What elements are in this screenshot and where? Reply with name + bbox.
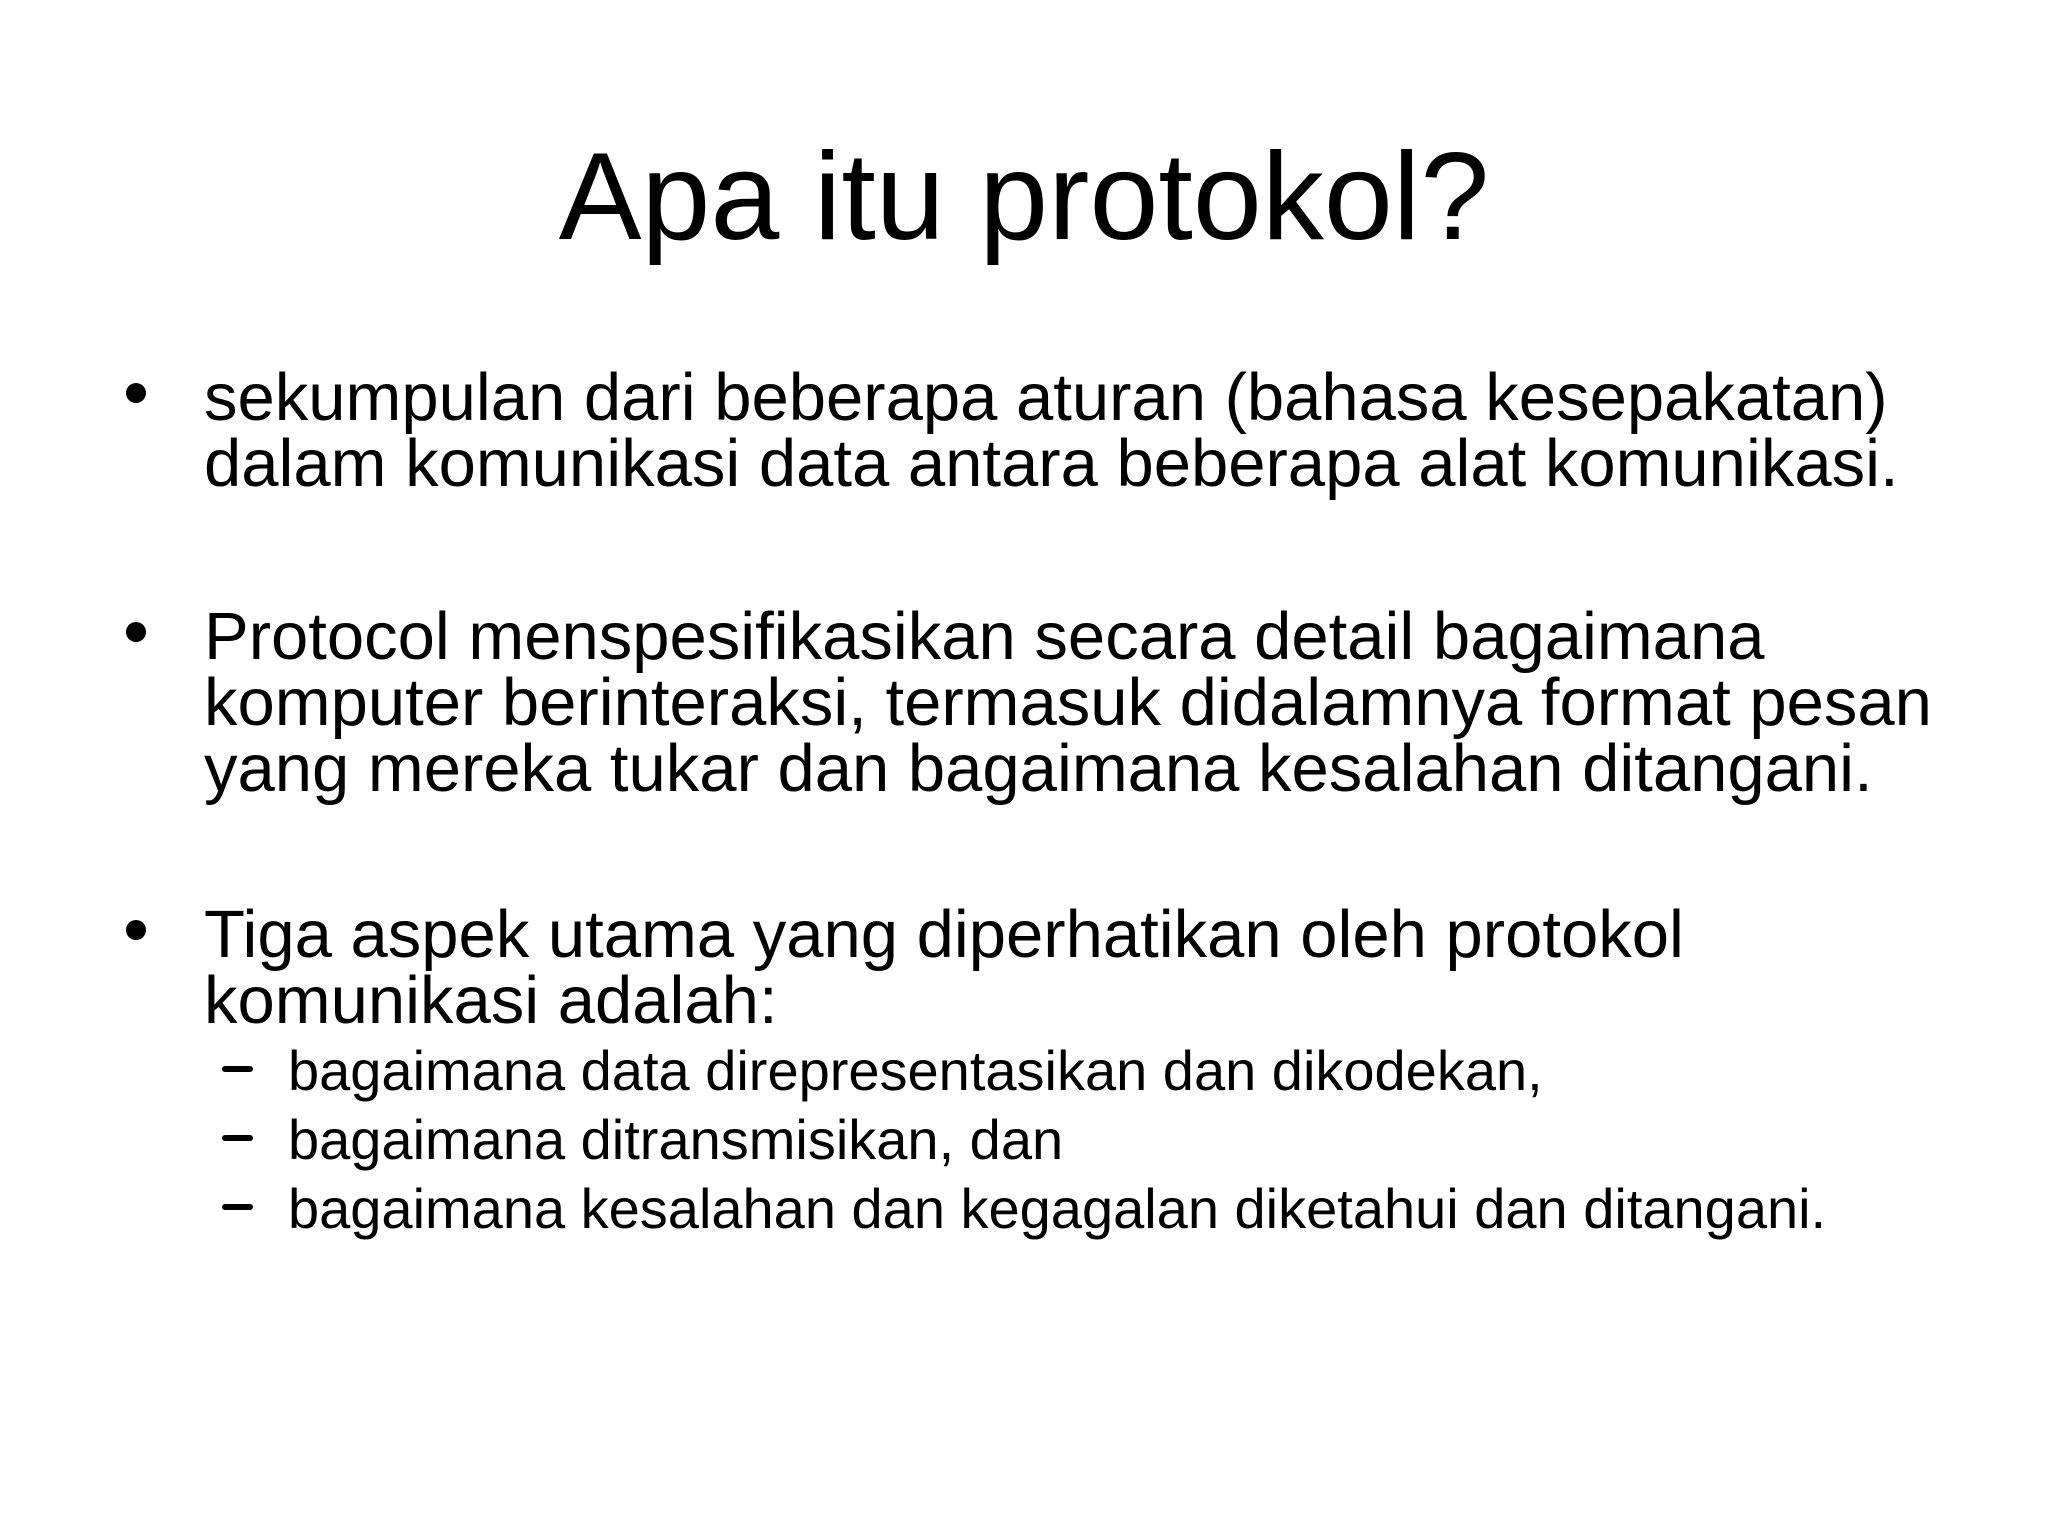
bullet-item-3: [204, 897, 1994, 1250]
sub-dash-icon: [222, 1204, 253, 1210]
bullet-3-line-2: komunikasi adalah:: [204, 963, 778, 1038]
bullet-item-2: [204, 599, 1994, 806]
sub-dash-icon: [222, 1066, 253, 1072]
sub-bullet-item-3: [288, 1177, 1994, 1240]
bullet-2-line-1: Protocol menspesifikasikan secara detail bagaimana: [204, 599, 1765, 674]
bullet-1-line-2: dalam komunikasi data antara beberapa alat komunikasi.: [204, 426, 1899, 501]
sub-bullet-3-text: bagaimana kesalahan dan kegagalan diketahui dan ditangani.: [288, 1177, 1827, 1240]
sub-bullet-2-text: bagaimana ditransmisikan, dan: [288, 1108, 1064, 1171]
bullet-item-1: [204, 360, 1994, 501]
bullet-disc-icon: [126, 383, 146, 403]
sub-dash-icon: [222, 1135, 253, 1141]
sub-bullet-item-1: [288, 1039, 1994, 1102]
sub-bullet-item-2: [288, 1108, 1994, 1171]
bullet-disc-icon: [126, 622, 146, 642]
bullet-disc-icon: [126, 920, 146, 940]
bullet-3-line-1: Tiga aspek utama yang diperhatikan oleh protokol: [204, 897, 1684, 972]
slide-title: Apa itu protokol?: [558, 128, 1490, 266]
sub-bullet-list: [204, 1039, 1994, 1240]
sub-bullet-1-text: bagaimana data direpresentasikan dan dikodekan,: [288, 1039, 1543, 1102]
bullet-2-line-3: yang mereka tukar dan bagaimana kesalahan ditangani.: [204, 731, 1873, 806]
bullet-2-line-2: komputer berinteraksi, termasuk didalamnya format pesan: [204, 665, 1932, 740]
bullet-1-line-1: sekumpulan dari beberapa aturan (bahasa kesepakatan): [204, 360, 1888, 435]
